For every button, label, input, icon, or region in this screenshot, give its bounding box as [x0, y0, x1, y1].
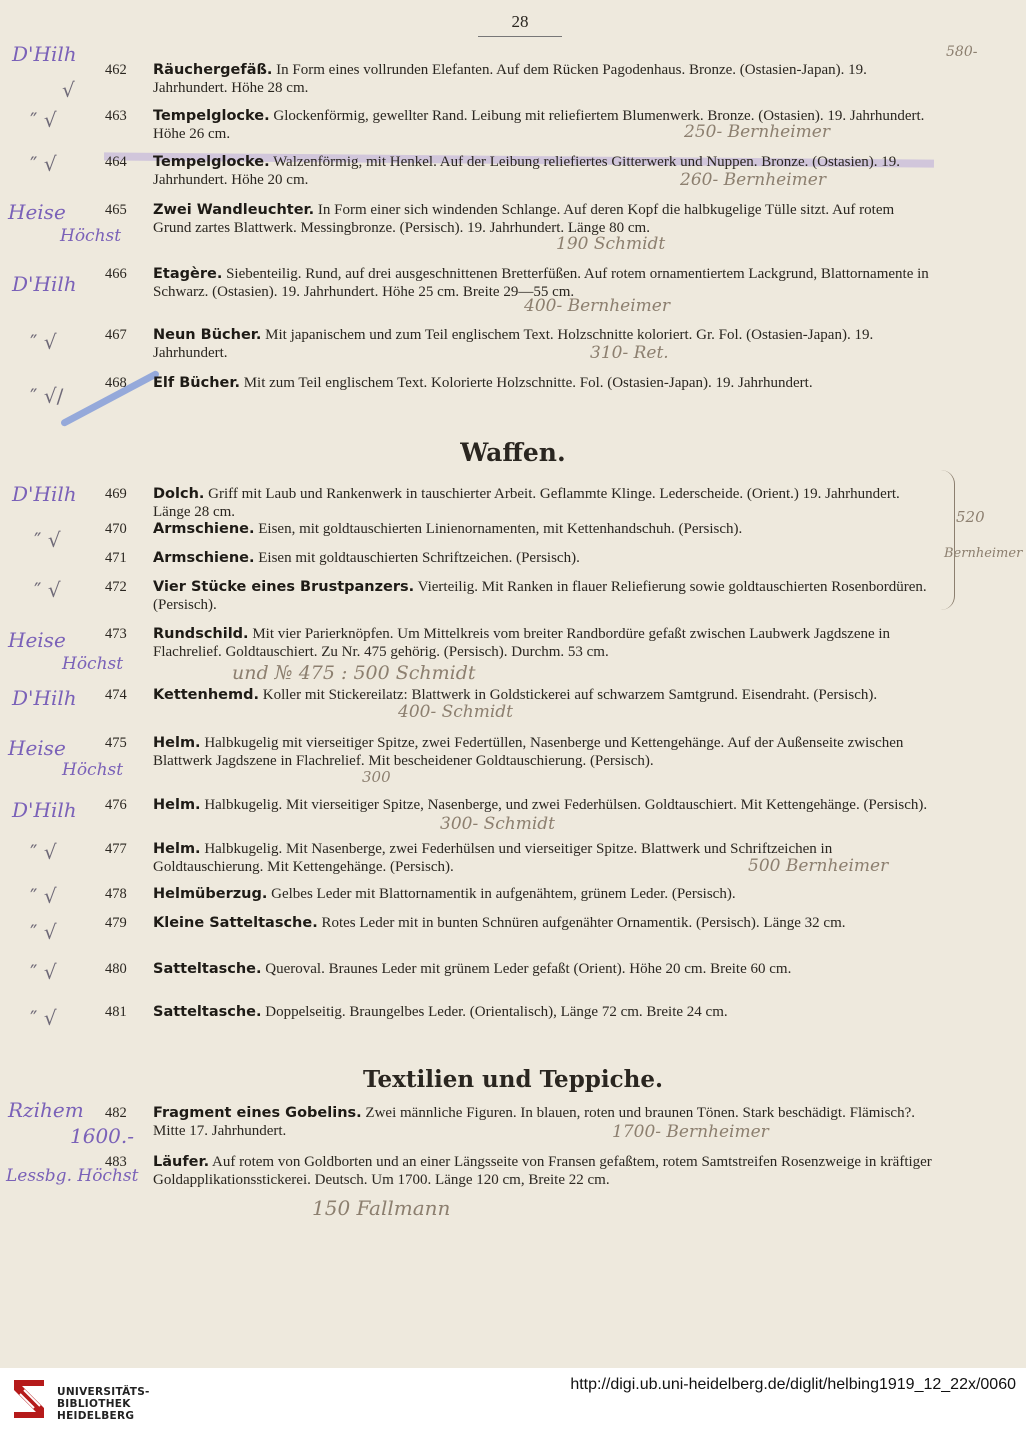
- footer-bar: [0, 1368, 1026, 1439]
- entry-number: 469: [105, 486, 127, 502]
- entry-number: 478: [105, 886, 127, 902]
- annotation-463: 250- Bernheimer: [684, 122, 830, 142]
- source-url-link[interactable]: http://digi.ub.uni-heidelberg.de/diglit/helbing1919_12_22x/0060: [570, 1376, 1016, 1393]
- entry-title: Zwei Wandleuchter.: [153, 202, 315, 218]
- entry-description: Walzenförmig, mit Henkel. Auf der Leibung reliefiertes Gitterwerk und Nuppen. Bronze. (Ostasien). 19. Jahrhundert. Höhe 20 cm.: [153, 154, 901, 188]
- entry-description: Koller mit Stickereilatz: Blattwerk in Goldstickerei auf schwarzem Samtgrund. Eisendraht. (Persisch).: [259, 687, 878, 703]
- entry-text: [153, 960, 935, 978]
- entry-number: 466: [105, 266, 127, 282]
- entry-title: Räuchergefäß.: [153, 62, 273, 78]
- entry-text: [153, 914, 935, 932]
- entry-title: Kettenhemd.: [153, 687, 259, 703]
- entry-number: 468: [105, 375, 127, 391]
- check-mark: ″ √: [30, 884, 57, 908]
- entry-title: Satteltasche.: [153, 961, 262, 977]
- entry-text: [153, 578, 935, 614]
- check-mark: ″ √: [34, 578, 61, 602]
- stamp-474: D'Hilh: [12, 686, 77, 710]
- annotation-467: 310- Ret.: [590, 343, 669, 363]
- stamp-473b: Höchst: [62, 654, 124, 674]
- entry-text: [153, 326, 935, 362]
- entry-number: 464: [105, 154, 127, 170]
- stamp-476: D'Hilh: [12, 798, 77, 822]
- entry-number: 481: [105, 1004, 127, 1020]
- entry-description: Rotes Leder mit in bunten Schnüren aufgenähter Ornamentik. (Persisch). Länge 32 cm.: [317, 915, 846, 931]
- page-number: 28: [511, 12, 529, 31]
- entry-text: [153, 625, 935, 661]
- entry-text: [153, 734, 935, 770]
- entry-title: Etagère.: [153, 266, 223, 282]
- stamp-483: Lessbg. Höchst: [6, 1166, 139, 1186]
- entry-title: Satteltasche.: [153, 1004, 262, 1020]
- logo-text-line1: UNIVERSITÄTS-: [57, 1386, 150, 1398]
- entry-number: 470: [105, 521, 127, 537]
- entry-description: Mit vier Parierknöpfen. Um Mittelkreis vom breiter Randbordüre gefaßt zwischen Laubwerk Jagdszene in Flachrelief. Goldtauschiert. Zu Nr. 475 gehörig. (Persisch). Durchm. 53 cm.: [153, 626, 891, 660]
- entry-number: 463: [105, 108, 127, 124]
- entry-number: 462: [105, 62, 127, 78]
- stamp-475b: Höchst: [62, 760, 124, 780]
- annotation-top-right: 580-: [946, 44, 978, 60]
- entry-title: Rundschild.: [153, 626, 249, 642]
- entry-title: Läufer.: [153, 1154, 210, 1170]
- entry-description: Halbkugelig. Mit Nasenberge, zwei Federhülsen und vierseitiger Spitze. Blattwerk und Schriftzeichen in Goldtauschierung. Mit Kettengehänge. (Persisch).: [153, 841, 833, 875]
- stamp-475: Heise: [8, 736, 66, 760]
- annotation-476: 300- Schmidt: [440, 814, 555, 834]
- stamp-469: D'Hilh: [12, 482, 77, 506]
- check-mark: ″ √: [30, 960, 57, 984]
- stamp-473: Heise: [8, 628, 66, 652]
- entry-number: 482: [105, 1105, 127, 1121]
- entry-description: In Form einer sich windenden Schlange. Auf deren Kopf die halbkugelige Tülle sitzt. Auf rotem Grund zartes Blattwerk. Messingbronze. (Persisch). 19. Jahrhundert. Länge 80 cm.: [153, 202, 895, 236]
- stamp-482b: 1600.-: [70, 1124, 135, 1148]
- annotation-475: 300: [362, 768, 391, 786]
- entry-title: Armschiene.: [153, 521, 255, 537]
- check-mark: ″ √: [34, 528, 61, 552]
- entry-text: [153, 374, 935, 392]
- entry-description: Mit zum Teil englischem Text. Kolorierte Holzschnitte. Fol. (Ostasien-Japan). 19. Jahrhundert.: [239, 375, 813, 391]
- check-mark: ″ √: [30, 108, 57, 132]
- entry-description: Eisen mit goldtauschierten Schriftzeichen. (Persisch).: [254, 550, 580, 566]
- annotation-472-margin: Bernheimer: [944, 546, 1023, 561]
- entry-text: [153, 549, 935, 567]
- annotation-483: 150 Fallmann: [312, 1196, 451, 1220]
- entry-text: [153, 61, 935, 97]
- logo-text-line3: HEIDELBERG: [57, 1410, 135, 1422]
- entry-description: Mit japanischem und zum Teil englischem Text. Holzschnitte koloriert. Gr. Fol. (Ostasien-Japan). 19. Jahrhundert.: [153, 327, 874, 361]
- stamp-465: Heise: [8, 200, 66, 224]
- entry-text: [153, 885, 935, 903]
- entry-title: Kleine Satteltasche.: [153, 915, 318, 931]
- entry-text: [153, 1003, 935, 1021]
- entry-number: 479: [105, 915, 127, 931]
- entry-title: Fragment eines Gobelins.: [153, 1105, 362, 1121]
- entry-text: [153, 485, 935, 521]
- annotation-470-margin: 520: [956, 508, 985, 526]
- entry-number: 471: [105, 550, 127, 566]
- logo-text-line2: BIBLIOTHEK: [57, 1398, 131, 1410]
- entry-number: 477: [105, 841, 127, 857]
- page-number-rule: [478, 36, 562, 37]
- entry-number: 483: [105, 1154, 127, 1170]
- entry-description: Griff mit Laub und Rankenwerk in tauschierter Arbeit. Geflammte Klinge. Lederscheide. (Orient.) 19. Jahrhundert. Länge 28 cm.: [153, 486, 900, 520]
- check-mark: ″ √: [30, 1006, 57, 1030]
- entry-title: Helm.: [153, 841, 201, 857]
- entry-title: Neun Bücher.: [153, 327, 262, 343]
- entry-number: 473: [105, 626, 127, 642]
- annotation-465: 190 Schmidt: [556, 234, 666, 254]
- entry-description: Queroval. Braunes Leder mit grünem Leder gefaßt (Orient). Höhe 20 cm. Breite 60 cm.: [261, 961, 792, 977]
- entry-number: 467: [105, 327, 127, 343]
- check-mark: √: [62, 78, 75, 102]
- check-mark: ″ √: [30, 840, 57, 864]
- entry-description: Gelbes Leder mit Blattornamentik in aufgenähtem, grünem Leder. (Persisch).: [267, 886, 736, 902]
- entry-number: 480: [105, 961, 127, 977]
- entry-description: Zwei männliche Figuren. In blauen, roten und braunen Tönen. Stark beschädigt. Flämisch?. Mitte 17. Jahrhundert.: [153, 1105, 916, 1139]
- entry-text: [153, 686, 935, 704]
- entry-description: In Form eines vollrunden Elefanten. Auf dem Rücken Pagodenhaus. Bronze. (Ostasien-Japan). 19. Jahrhundert. Höhe 28 cm.: [153, 62, 867, 96]
- margin-bracket: [940, 470, 955, 610]
- entry-number: 474: [105, 687, 127, 703]
- entry-title: Dolch.: [153, 486, 205, 502]
- entry-description: Doppelseitig. Braungelbes Leder. (Orientalisch), Länge 72 cm. Breite 24 cm.: [261, 1004, 728, 1020]
- check-mark: ″ √: [30, 330, 57, 354]
- section-heading-textilien: Textilien und Teppiche.: [363, 1066, 663, 1093]
- annotation-477: 500 Bernheimer: [748, 856, 889, 876]
- stamp-466: D'Hilh: [12, 272, 77, 296]
- entry-title: Helmüberzug.: [153, 886, 268, 902]
- entry-number: 472: [105, 579, 127, 595]
- entry-title: Elf Bücher.: [153, 375, 240, 391]
- entry-text: [153, 201, 935, 237]
- check-mark: ″ √: [30, 920, 57, 944]
- entry-title: Helm.: [153, 797, 201, 813]
- section-heading-waffen: Waffen.: [460, 438, 566, 467]
- library-logo-icon: [10, 1376, 48, 1422]
- entry-title: Armschiene.: [153, 550, 255, 566]
- entry-text: [153, 1104, 935, 1140]
- annotation-466: 400- Bernheimer: [524, 296, 670, 316]
- entry-text: [153, 796, 935, 814]
- entry-title: Helm.: [153, 735, 201, 751]
- entry-description: Halbkugelig mit vierseitiger Spitze, zwei Federtüllen, Nasenberge und Kettengehänge. Auf der Außenseite zwischen Blattwerk Jagdszene in Flachrelief. Mit bescheidener Goldtauschierung. (Persisch).: [153, 735, 904, 769]
- entry-title: Tempelglocke.: [153, 154, 270, 170]
- annotation-464: 260- Bernheimer: [680, 170, 826, 190]
- entry-text: [153, 1153, 935, 1189]
- entry-description: Siebenteilig. Rund, auf drei ausgeschnittenen Bretterfüßen. Auf rotem ornamentiertem Lackgrund, Blattornamente in Schwarz. (Ostasien). 19. Jahrhundert. Höhe 25 cm. Breite 29—55 cm.: [153, 266, 929, 300]
- annotation-482: 1700- Bernheimer: [612, 1122, 769, 1142]
- entry-description: Halbkugelig. Mit vierseitiger Spitze, Nasenberge, und zwei Federhülsen. Goldtauschiert. Mit Kettengehänge. (Persisch).: [200, 797, 928, 813]
- entry-description: Glockenförmig, gewellter Rand. Leibung mit reliefiertem Blumenwerk. Bronze. (Ostasien). 19. Jahrhundert. Höhe 26 cm.: [153, 108, 925, 142]
- check-mark: ″ √: [30, 152, 57, 176]
- annotation-473: und № 475 : 500 Schmidt: [232, 662, 476, 684]
- entry-number: 476: [105, 797, 127, 813]
- stamp-482: Rzihem: [8, 1098, 84, 1122]
- check-mark: ″ √/: [30, 384, 64, 408]
- entry-title: Tempelglocke.: [153, 108, 270, 124]
- annotation-474: 400- Schmidt: [398, 702, 513, 722]
- entry-title: Vier Stücke eines Brustpanzers.: [153, 579, 415, 595]
- entry-description: Vierteilig. Mit Ranken in flauer Reliefierung sowie goldtauschierten Rosenbordüren. (Persisch).: [153, 579, 927, 613]
- entry-description: Eisen, mit goldtauschierten Linienornamenten, mit Kettenhandschuh. (Persisch).: [254, 521, 743, 537]
- entry-text: [153, 520, 935, 538]
- entry-number: 475: [105, 735, 127, 751]
- entry-description: Auf rotem von Goldborten und an einer Längsseite von Fransen gefaßtem, rotem Samtstreifen Rosenzweige in kräftiger Goldapplikationsstickerei. Deutsch. Um 1700. Länge 120 cm, Breite 22 cm.: [153, 1154, 932, 1188]
- stamp-462: D'Hilh: [12, 42, 77, 66]
- entry-number: 465: [105, 202, 127, 218]
- stamp-465b: Höchst: [60, 226, 122, 246]
